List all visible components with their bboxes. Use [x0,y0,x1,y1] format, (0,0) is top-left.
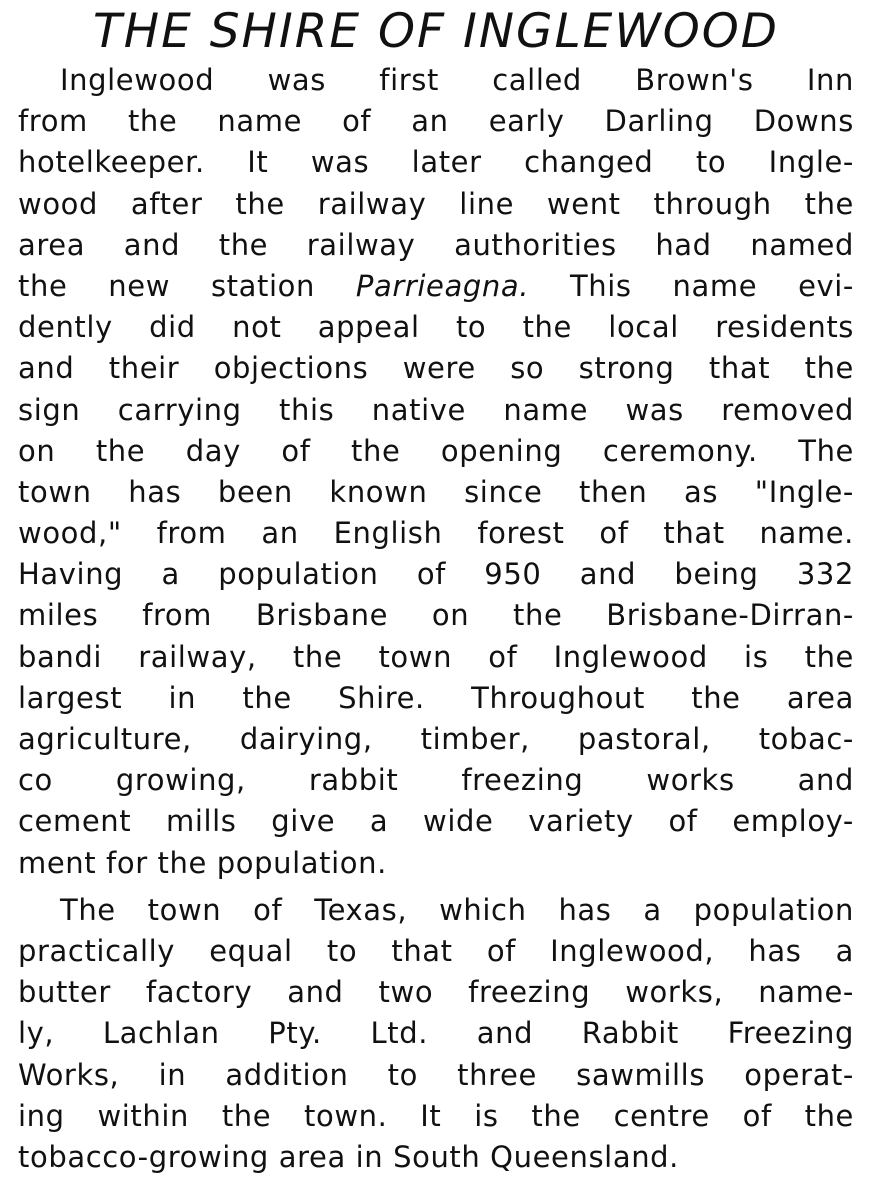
text-line: Having a population of 950 and being 332 [18,557,854,592]
text-line: butter factory and two freezing works, name- [18,975,854,1010]
text-line: ly, Lachlan Pty. Ltd. and Rabbit Freezing [18,1016,854,1051]
text-line: wood," from an English forest of that name. [18,516,854,551]
text-line: on the day of the opening ceremony. The [18,433,854,468]
station-name: Parrieagna. [355,268,530,303]
text-line: dently did not appeal to the local residents [18,310,854,345]
text-line: The town of Texas, which has a population [60,892,854,927]
text-line: and their objections were so strong that the [18,351,854,386]
text-line: miles from Brisbane on the Brisbane-Dirran- [18,598,854,633]
text-line: Works, in addition to three sawmills operat- [18,1057,854,1092]
text-line: wood after the railway line went through the [18,186,854,221]
paragraph-1 [18,60,854,884]
paragraph-2 [18,890,854,1178]
article-title: THE SHIRE OF INGLEWOOD [93,4,779,59]
text-line: cement mills give a wide variety of employ- [18,804,854,839]
text-line: agriculture, dairying, timber, pastoral, tobac- [18,722,854,756]
text-line: hotelkeeper. It was later changed to Ingle- [18,145,854,180]
text-line [18,266,854,307]
text-line: ing within the town. It is the centre of the [18,1098,854,1133]
text-line: from the name of an early Darling Downs [18,104,854,139]
text-line-lead: the new station [18,268,315,303]
text-line: bandi railway, the town of Inglewood is the [18,639,854,674]
text-line-tail: This name evi- [569,268,854,303]
text-line: practically equal to that of Inglewood, has a [18,933,854,968]
text-line: co growing, rabbit freezing works and [18,763,854,798]
text-line: tobacco-growing area in South Queensland. [18,1139,679,1174]
text-line: sign carrying this native name was removed [18,392,854,427]
article [18,0,854,1178]
text-line: ment for the population. [18,845,387,880]
text-line: town has been known since then as "Ingle- [18,474,854,509]
text-line: area and the railway authorities had named [18,227,854,262]
text-line: Inglewood was first called Brown's Inn [60,63,854,97]
text-line: largest in the Shire. Throughout the area [18,680,854,715]
